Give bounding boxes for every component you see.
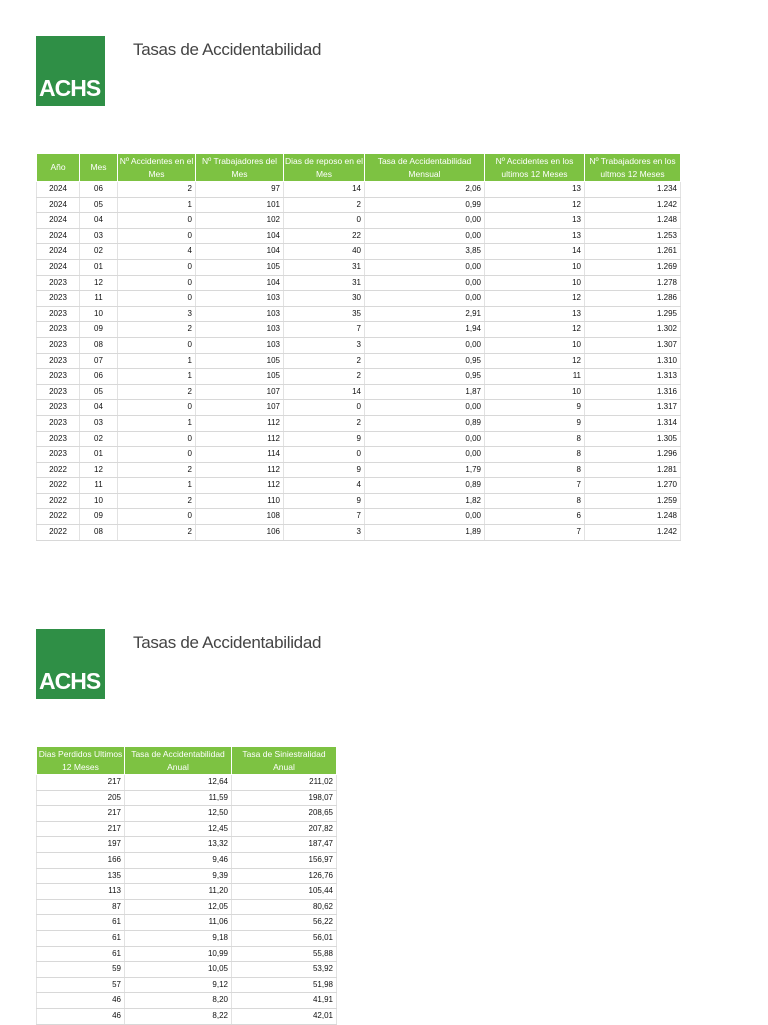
table-cell: 80,62 [232,899,337,915]
table-row [37,478,681,494]
table-cell: 2022 [37,462,80,478]
table-cell: 107 [196,384,284,400]
table-cell: 1.248 [585,509,681,525]
table-cell: 2023 [37,353,80,369]
table-cell: 10 [485,337,585,353]
table-cell: 2,91 [365,306,485,322]
table-header-row [37,154,681,182]
table-cell: 1.286 [585,291,681,307]
table-cell: 2023 [37,415,80,431]
table-cell: 101 [196,197,284,213]
table-cell: 113 [37,884,125,900]
table-cell: 1.261 [585,244,681,260]
table-cell: 9 [485,415,585,431]
table-cell: 03 [80,228,118,244]
table-cell: 0 [118,259,196,275]
col-header-trabajadores-mes: Nº Trabajadores del Mes [196,154,284,182]
table-cell: 30 [284,291,365,307]
table-row [37,884,337,900]
table-cell: 112 [196,431,284,447]
table-cell: 87 [37,899,125,915]
table-cell: 13 [485,182,585,198]
table-cell: 0,00 [365,400,485,416]
table-cell: 14 [284,182,365,198]
table-cell: 35 [284,306,365,322]
logo-text: ACHS [39,668,101,694]
table-cell: 7 [284,509,365,525]
table-cell: 2024 [37,259,80,275]
table-cell: 7 [284,322,365,338]
table-cell: 3 [118,306,196,322]
table-row [37,259,681,275]
achs-logo [36,36,105,106]
table-cell: 8 [485,493,585,509]
col-header-dias-perdidos: Dias Perdidos Ultimos 12 Meses [37,747,125,775]
table-cell: 46 [37,993,125,1009]
table-cell: 10,99 [125,946,232,962]
table-cell: 04 [80,213,118,229]
table-cell: 1.234 [585,182,681,198]
table-cell: 3 [284,337,365,353]
table-cell: 0,89 [365,415,485,431]
table-cell: 0 [118,509,196,525]
table-row [37,962,337,978]
table-cell: 2023 [37,384,80,400]
table-cell: 12 [485,322,585,338]
table-cell: 102 [196,213,284,229]
table-cell: 12 [80,275,118,291]
table-cell: 1.310 [585,353,681,369]
table-cell: 1,79 [365,462,485,478]
table-cell: 2 [118,493,196,509]
table-cell: 0 [118,213,196,229]
table-cell: 11 [80,291,118,307]
table-cell: 8,22 [125,1008,232,1024]
table-cell: 8,20 [125,993,232,1009]
table-cell: 4 [284,478,365,494]
table-header-row [37,747,337,775]
table-cell: 12,64 [125,775,232,791]
table-row [37,821,337,837]
table-cell: 0 [118,275,196,291]
table-cell: 0 [284,400,365,416]
table-cell: 2 [118,182,196,198]
table-cell: 0 [118,400,196,416]
table-cell: 0,89 [365,478,485,494]
table-cell: 31 [284,259,365,275]
achs-logo [36,629,105,699]
table-cell: 0 [284,447,365,463]
table-cell: 51,98 [232,977,337,993]
table-cell: 1.269 [585,259,681,275]
table-cell: 1,94 [365,322,485,338]
table-cell: 126,76 [232,868,337,884]
table-cell: 197 [37,837,125,853]
table-cell: 31 [284,275,365,291]
table-cell: 104 [196,244,284,260]
table-cell: 1.295 [585,306,681,322]
table-cell: 2023 [37,400,80,416]
table-cell: 1.317 [585,400,681,416]
table-cell: 0,00 [365,259,485,275]
table-cell: 0 [118,291,196,307]
table-cell: 2023 [37,447,80,463]
page-title: Tasas de Accidentabilidad [133,40,322,59]
table-cell: 1 [118,478,196,494]
table-cell: 12 [485,353,585,369]
table-cell: 103 [196,306,284,322]
table-cell: 104 [196,275,284,291]
table-cell: 57 [37,977,125,993]
table-cell: 1.316 [585,384,681,400]
table-cell: 114 [196,447,284,463]
table-row [37,447,681,463]
table-row [37,868,337,884]
table-cell: 12 [485,197,585,213]
table-cell: 9 [284,493,365,509]
table-cell: 112 [196,462,284,478]
table-cell: 97 [196,182,284,198]
col-header-dias-reposo: Dias de reposo en el Mes [284,154,365,182]
table-cell: 205 [37,790,125,806]
table-cell: 2024 [37,197,80,213]
table-cell: 2024 [37,213,80,229]
table-cell: 2023 [37,322,80,338]
table-row [37,977,337,993]
table-cell: 08 [80,337,118,353]
table-cell: 10 [485,384,585,400]
table-cell: 0,00 [365,509,485,525]
col-header-tasa-mensual: Tasa de Accidentabilidad Mensual [365,154,485,182]
table-row [37,228,681,244]
table-row [37,306,681,322]
table-cell: 11 [485,369,585,385]
table-cell: 61 [37,915,125,931]
table-row [37,182,681,198]
table-cell: 13,32 [125,837,232,853]
table-cell: 12 [80,462,118,478]
logo-text: ACHS [39,75,101,101]
table-row [37,946,337,962]
table-cell: 10 [80,306,118,322]
table-cell: 13 [485,213,585,229]
table-cell: 0,95 [365,369,485,385]
table-row [37,1008,337,1024]
table-row [37,369,681,385]
table-cell: 6 [485,509,585,525]
table-cell: 53,92 [232,962,337,978]
table-cell: 3 [284,525,365,541]
table-cell: 110 [196,493,284,509]
table-cell: 02 [80,431,118,447]
table-row [37,806,337,822]
table-cell: 0,00 [365,213,485,229]
table-row [37,509,681,525]
table-cell: 1.313 [585,369,681,385]
table-cell: 105 [196,259,284,275]
table-cell: 2024 [37,182,80,198]
table-cell: 11 [80,478,118,494]
table-cell: 2024 [37,244,80,260]
table-cell: 11,06 [125,915,232,931]
table-row [37,213,681,229]
table-cell: 59 [37,962,125,978]
table-cell: 10 [485,259,585,275]
table-cell: 46 [37,1008,125,1024]
table-body [37,775,337,1025]
table-cell: 2 [284,197,365,213]
table-cell: 107 [196,400,284,416]
table-cell: 06 [80,182,118,198]
table-body [37,182,681,541]
table-cell: 1 [118,353,196,369]
table-cell: 1 [118,197,196,213]
table-row [37,775,337,791]
table-cell: 05 [80,384,118,400]
table-row [37,197,681,213]
table-cell: 0,00 [365,228,485,244]
col-header-mes: Mes [80,154,118,182]
table-cell: 211,02 [232,775,337,791]
table-cell: 2023 [37,431,80,447]
table-cell: 198,07 [232,790,337,806]
table-cell: 1.296 [585,447,681,463]
table-cell: 1.278 [585,275,681,291]
table-cell: 156,97 [232,852,337,868]
table-cell: 10 [80,493,118,509]
table-row [37,415,681,431]
table-cell: 11,20 [125,884,232,900]
table-cell: 8 [485,447,585,463]
table-cell: 01 [80,447,118,463]
table-row [37,790,337,806]
monthly-accidents-table [36,153,681,541]
table-cell: 166 [37,852,125,868]
table-cell: 135 [37,868,125,884]
table-cell: 1,89 [365,525,485,541]
table-cell: 112 [196,478,284,494]
table-cell: 1.302 [585,322,681,338]
table-cell: 0 [118,337,196,353]
table-cell: 61 [37,946,125,962]
table-cell: 0,00 [365,337,485,353]
table-cell: 1 [118,415,196,431]
annual-rates-table [36,746,337,1025]
table-cell: 0,00 [365,431,485,447]
table-cell: 2 [284,369,365,385]
table-cell: 12,50 [125,806,232,822]
table-cell: 42,01 [232,1008,337,1024]
table-row [37,462,681,478]
table-row [37,525,681,541]
table-row [37,899,337,915]
table-cell: 08 [80,525,118,541]
table-cell: 2023 [37,291,80,307]
table-cell: 0 [118,447,196,463]
table-cell: 56,22 [232,915,337,931]
table-cell: 0 [118,431,196,447]
table-cell: 09 [80,509,118,525]
table-cell: 9,39 [125,868,232,884]
table-cell: 07 [80,353,118,369]
table-cell: 2024 [37,228,80,244]
table-cell: 208,65 [232,806,337,822]
page-title: Tasas de Accidentabilidad [133,633,322,652]
table-cell: 40 [284,244,365,260]
table-cell: 12,45 [125,821,232,837]
table-row [37,400,681,416]
table-cell: 10,05 [125,962,232,978]
table-cell: 05 [80,197,118,213]
table-cell: 04 [80,400,118,416]
table-row [37,384,681,400]
col-header-tasa-accidentabilidad-anual: Tasa de Accidentabilidad Anual [125,747,232,775]
table-cell: 104 [196,228,284,244]
table-cell: 1.242 [585,525,681,541]
table-cell: 11,59 [125,790,232,806]
table-cell: 12 [485,291,585,307]
table-row [37,431,681,447]
table-cell: 2022 [37,509,80,525]
table-cell: 02 [80,244,118,260]
table-cell: 2,06 [365,182,485,198]
table-cell: 13 [485,306,585,322]
table-cell: 9,46 [125,852,232,868]
table-cell: 03 [80,415,118,431]
table-cell: 1.307 [585,337,681,353]
table-cell: 12,05 [125,899,232,915]
table-cell: 14 [485,244,585,260]
table-cell: 3,85 [365,244,485,260]
table-cell: 2023 [37,369,80,385]
table-cell: 9,18 [125,930,232,946]
table-cell: 2 [118,322,196,338]
table-cell: 14 [284,384,365,400]
table-row [37,493,681,509]
table-cell: 1,87 [365,384,485,400]
col-header-accidentes-12m: Nº Accidentes en los ultimos 12 Meses [485,154,585,182]
table-cell: 2 [284,415,365,431]
table-cell: 06 [80,369,118,385]
table-cell: 1.281 [585,462,681,478]
table-cell: 1.242 [585,197,681,213]
table-row [37,353,681,369]
table-cell: 2 [118,525,196,541]
table-cell: 103 [196,322,284,338]
table-row [37,993,337,1009]
table-cell: 01 [80,259,118,275]
table-cell: 0,00 [365,291,485,307]
table-cell: 0,95 [365,353,485,369]
table-cell: 1 [118,369,196,385]
table-cell: 105 [196,369,284,385]
table-cell: 22 [284,228,365,244]
table-cell: 217 [37,821,125,837]
table-cell: 7 [485,478,585,494]
table-cell: 2 [118,462,196,478]
table-cell: 106 [196,525,284,541]
table-cell: 2022 [37,478,80,494]
table-cell: 2 [118,384,196,400]
table-cell: 105,44 [232,884,337,900]
table-cell: 56,01 [232,930,337,946]
table-cell: 0,00 [365,275,485,291]
table-cell: 2023 [37,306,80,322]
table-cell: 1.253 [585,228,681,244]
table-cell: 1.248 [585,213,681,229]
table-row [37,837,337,853]
table-cell: 112 [196,415,284,431]
table-cell: 9,12 [125,977,232,993]
table-row [37,275,681,291]
table-cell: 2023 [37,275,80,291]
table-cell: 55,88 [232,946,337,962]
table-cell: 2022 [37,525,80,541]
table-row [37,244,681,260]
table-cell: 7 [485,525,585,541]
table-row [37,291,681,307]
table-cell: 1.259 [585,493,681,509]
col-header-accidentes-mes: Nº Accidentes en el Mes [118,154,196,182]
table-row [37,852,337,868]
table-cell: 217 [37,806,125,822]
table-cell: 0,00 [365,447,485,463]
table-cell: 41,91 [232,993,337,1009]
table-cell: 187,47 [232,837,337,853]
table-cell: 61 [37,930,125,946]
table-cell: 2 [284,353,365,369]
table-cell: 105 [196,353,284,369]
table-cell: 09 [80,322,118,338]
table-cell: 2023 [37,337,80,353]
col-header-ano: Año [37,154,80,182]
table-cell: 13 [485,228,585,244]
table-cell: 217 [37,775,125,791]
table-cell: 9 [485,400,585,416]
table-row [37,930,337,946]
table-row [37,337,681,353]
table-cell: 0 [284,213,365,229]
table-cell: 0 [118,228,196,244]
table-cell: 1,82 [365,493,485,509]
table-cell: 4 [118,244,196,260]
table-cell: 9 [284,431,365,447]
col-header-tasa-siniestralidad-anual: Tasa de Siniestralidad Anual [232,747,337,775]
table-cell: 1.305 [585,431,681,447]
table-cell: 108 [196,509,284,525]
table-cell: 0,99 [365,197,485,213]
table-row [37,915,337,931]
table-cell: 10 [485,275,585,291]
col-header-trabajadores-12m: Nº Trabajadores en los ultmos 12 Meses [585,154,681,182]
table-cell: 8 [485,462,585,478]
table-cell: 103 [196,337,284,353]
table-row [37,322,681,338]
table-cell: 103 [196,291,284,307]
table-cell: 207,82 [232,821,337,837]
table-cell: 8 [485,431,585,447]
table-cell: 1.270 [585,478,681,494]
table-cell: 9 [284,462,365,478]
table-cell: 2022 [37,493,80,509]
table-cell: 1.314 [585,415,681,431]
